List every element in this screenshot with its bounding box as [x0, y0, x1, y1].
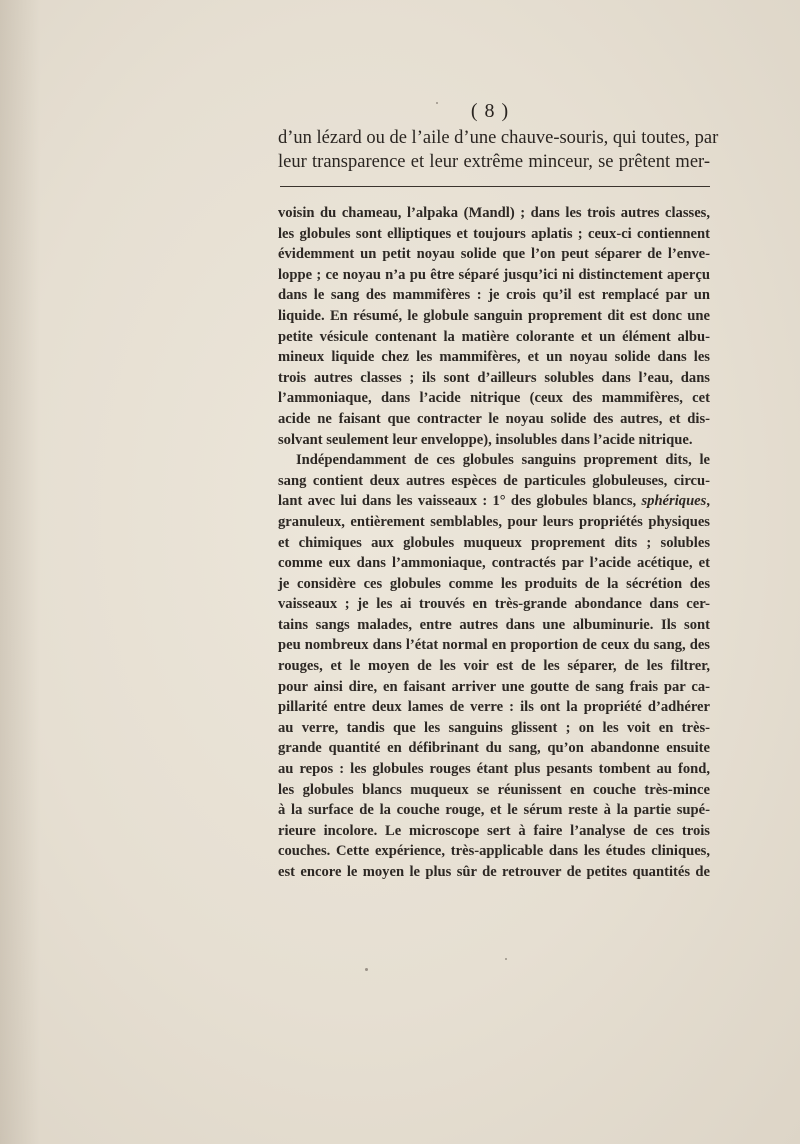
- italic-word: sphériques: [641, 493, 707, 510]
- footnote-line: les globules blancs muqueux se réunissent en couche très-mince: [278, 781, 710, 798]
- footnote-line: liquide. En résumé, le globule sanguin proprement dit est donc une: [278, 307, 710, 324]
- footnote-line: petite vésicule contenant la matière colorante et un élément albu-: [278, 328, 710, 345]
- footnote-line: acide ne faisant que contracter le noyau solide des autres, et dis-: [278, 410, 710, 427]
- footnote-line: à la surface de la couche rouge, et le sérum reste à la partie supé-: [278, 802, 710, 819]
- footnote-line: couches. Cette expérience, très-applicable dans les études cliniques,: [278, 843, 710, 860]
- footnote-line: pillarité entre deux lames de verre : ils ont la propriété d’adhérer: [278, 699, 710, 716]
- footnote-line: dans le sang des mammifères : je crois qu’il est remplacé par un: [278, 287, 710, 304]
- footnote-line: pour ainsi dire, en faisant arriver une goutte de sang frais par ca-: [278, 678, 710, 695]
- paper-speck: [505, 958, 507, 960]
- footnote-line: au verre, tandis que les sanguins glissent ; on les voit en très-: [278, 719, 710, 736]
- footnote-line: granuleux, entièrement semblables, pour leurs propriétés physiques: [278, 513, 710, 530]
- main-text-line: leur transparence et leur extrême minceur, se prêtent mer-: [278, 152, 710, 172]
- paper-speck: [365, 968, 368, 971]
- footnote-text-block: [278, 203, 710, 883]
- footnote-line: rouges, et le moyen de les voir est de les séparer, de les filtrer,: [278, 658, 710, 675]
- page-number: ( 8 ): [470, 100, 510, 122]
- page-gutter-shadow: [0, 0, 40, 1144]
- footnote-line: lant avec lui dans les vaisseaux : 1° des globules blancs, sphériques,: [278, 493, 710, 510]
- footnote-line: l’ammoniaque, dans l’acide nitrique (ceux des mammifères, cet: [278, 390, 710, 407]
- footnote-line: voisin du chameau, l’alpaka (Mandl) ; dans les trois autres classes,: [278, 205, 710, 221]
- footnote-line: peu nombreux dans l’état normal en proportion de ceux du sang, des: [278, 637, 710, 654]
- footnote-line: trois autres classes ; ils sont d’ailleurs solubles dans l’eau, dans: [278, 369, 710, 386]
- footnote-line: est encore le moyen le plus sûr de retrouver de petites quantités de: [278, 864, 710, 880]
- footnote-separator-rule: [280, 186, 710, 187]
- footnote-line: et chimiques aux globules muqueux proprement dits ; solubles: [278, 534, 710, 551]
- footnote-line: loppe ; ce noyau n’a pu être séparé jusqu’ici ni distinctement aperçu: [278, 266, 710, 283]
- footnote-line: Indépendamment de ces globules sanguins proprement dits, le: [296, 452, 710, 469]
- footnote-line: mineux liquide chez les mammifères, et un noyau solide dans les: [278, 349, 710, 366]
- footnote-line: vaisseaux ; je les ai trouvés en très-grande abondance dans cer-: [278, 596, 710, 613]
- footnote-line: rieure incolore. Le microscope sert à faire l’analyse de ces trois: [278, 822, 710, 839]
- footnote-line: tains sangs malades, entre autres dans une albuminurie. Ils sont: [278, 616, 710, 633]
- footnote-line: au repos : les globules rouges étant plus pesants tombent au fond,: [278, 761, 710, 778]
- footnote-line: grande quantité en défibrinant du sang, qu’on abandonne ensuite: [278, 740, 710, 757]
- main-text-block: [278, 126, 719, 174]
- footnote-line: sang contient deux autres espèces de particules globuleuses, circu-: [278, 472, 710, 489]
- footnote-line: évidemment un petit noyau solide que l’on peut séparer de l’enve-: [278, 246, 710, 263]
- footnote-line: les globules sont elliptiques et toujours aplatis ; ceux-ci contiennent: [278, 225, 710, 242]
- main-text-line: d’un lézard ou de l’aile d’une chauve-souris, qui toutes, par: [278, 128, 719, 148]
- footnote-line: je considère ces globules comme les produits de la sécrétion des: [278, 575, 710, 592]
- footnote-line: comme eux dans l’ammoniaque, contractés par l’acide acétique, et: [278, 555, 710, 572]
- footnote-line: solvant seulement leur enveloppe), insolubles dans l’acide nitrique.: [278, 431, 693, 448]
- paper-speck: [436, 102, 438, 104]
